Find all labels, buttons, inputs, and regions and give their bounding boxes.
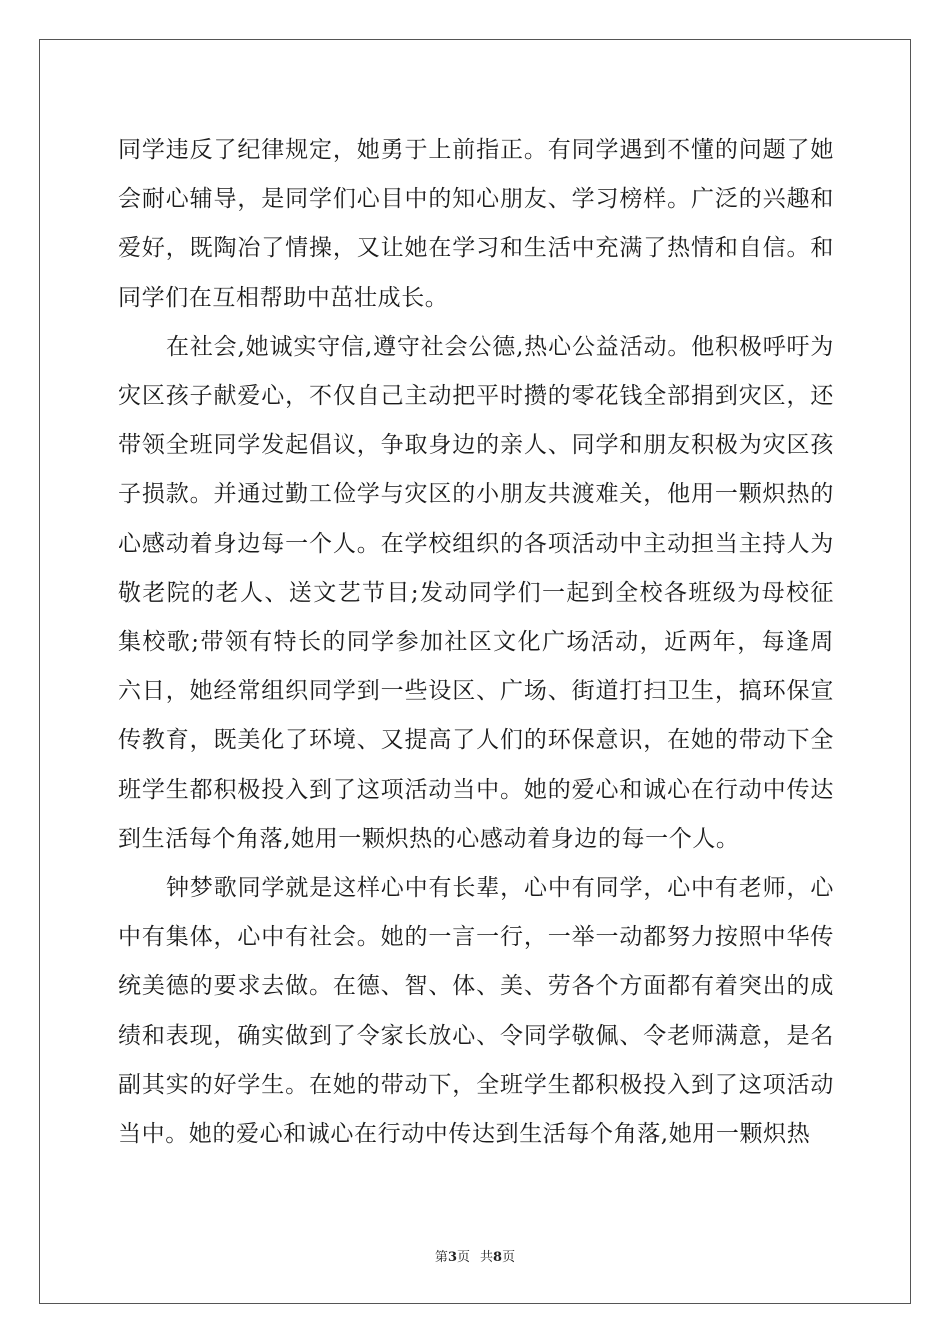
total-prefix: 共 [480, 1250, 494, 1265]
page-footer [0, 1246, 950, 1265]
paragraph-2: 在社会,她诚实守信,遵守社会公德,热心公益活动。他积极呼吁为灾区孩子献爱心，不仅自己主动把平时攒的零花钱全部捐到灾区，还带领全班同学发起倡议，争取身边的亲人、同学和朋友积极为灾区孩子损款。并通过勤工俭学与灾区的小朋友共渡难关，他用一颗炽热的心感动着身边每一个人。在学校组织的各项活动中主动担当主持人为敬老院的老人、送文艺节目;发动同学们一起到全校各班级为母校征集校歌;带领有特长的同学参加社区文化广场活动，近两年，每逢周六日，她经常组织同学到一些设区、广场、街道打扫卫生，搞环保宣传教育，既美化了环境、又提高了人们的环保意识，在她的带动下全班学生都积极投入到了这项活动当中。她的爱心和诚心在行动中传达到生活每个角落,她用一颗炽热的心感动着身边的每一个人。 [118, 333, 834, 852]
paragraph-1: 同学违反了纪律规定，她勇于上前指正。有同学遇到不懂的问题了她会耐心辅导，是同学们心目中的知心朋友、学习榜样。广泛的兴趣和爱好，既陶冶了情操，又让她在学习和生活中充满了热情和自信。和同学们在互相帮助中茁壮成长。 [118, 137, 834, 311]
page-total: 8 [493, 1250, 503, 1265]
paragraph-3: 钟梦歌同学就是这样心中有长辈，心中有同学，心中有老师，心中有集体，心中有社会。她的一言一行，一举一动都努力按照中华传统美德的要求去做。在德、智、体、美、劳各个方面都有着突出的成绩和表现，确实做到了令家长放心、令同学敬佩、令老师满意，是名副其实的好学生。在她的带动下，全班学生都积极投入到了这项活动当中。她的爱心和诚心在行动中传达到生活每个角落,她用一颗炽热 [118, 875, 834, 1148]
page-prefix: 第 [434, 1250, 448, 1265]
total-label: 页 [502, 1250, 516, 1265]
document-body [118, 126, 834, 1159]
page-current: 3 [447, 1250, 457, 1265]
page-label: 页 [456, 1250, 470, 1265]
